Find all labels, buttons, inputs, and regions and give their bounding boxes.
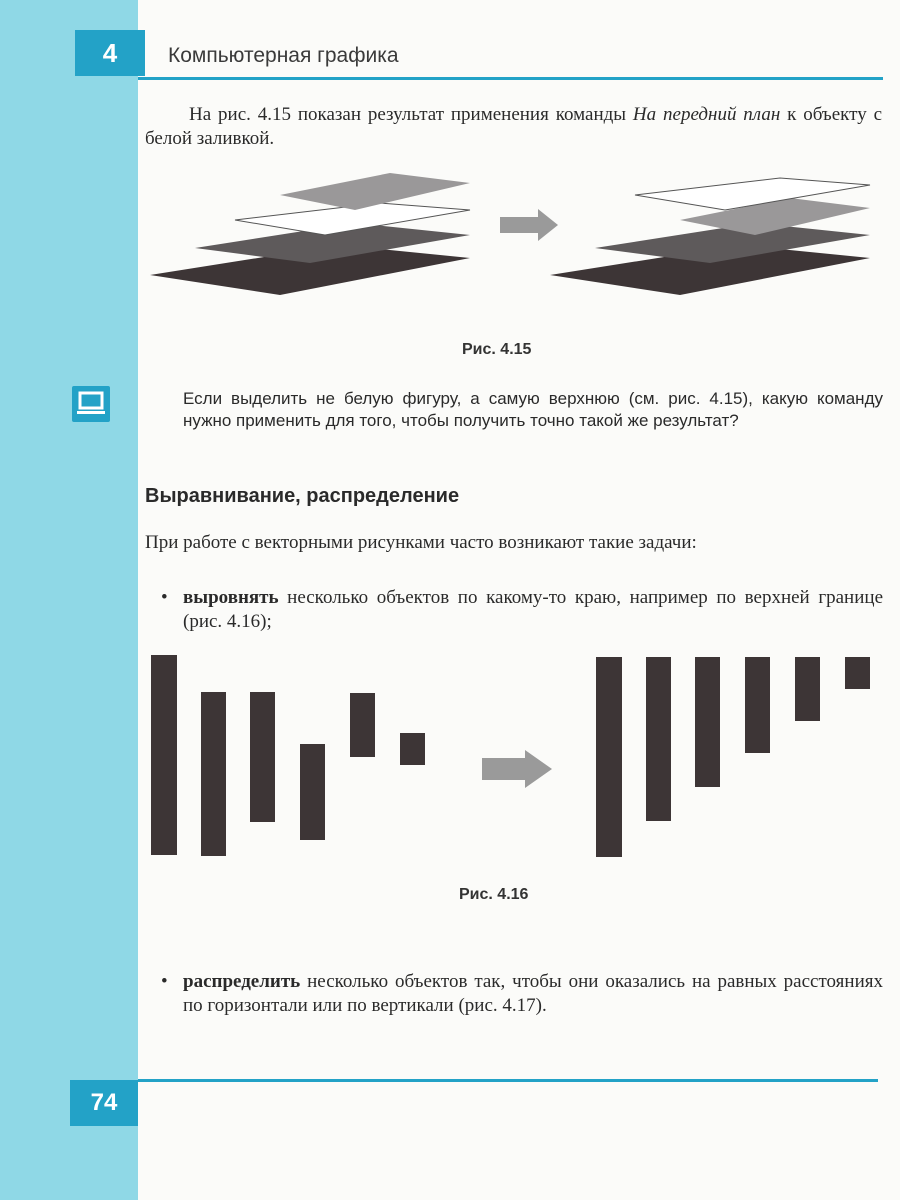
- intro-paragraph: [145, 103, 882, 151]
- intro-text-2: к объекту с белой заливкой.: [145, 104, 882, 149]
- bullet-dot: •: [161, 971, 168, 992]
- header-rule: [138, 77, 883, 80]
- fig416-before-bar-4: [300, 744, 325, 840]
- fig416-before-bar-2: [201, 692, 226, 856]
- fig416-after-bar-1: [596, 657, 622, 857]
- chapter-title: Компьютерная графика: [168, 44, 399, 67]
- figure-4-16: [140, 650, 880, 870]
- bullet-distribute-text: несколько объектов так, чтобы они оказались на равных расстояниях по горизонтали или по вертикали (рис. 4.17).: [183, 971, 883, 1016]
- fig415-arrow: [500, 209, 558, 241]
- fig416-before-bar-1: [151, 655, 177, 855]
- fig416-arrow: [482, 750, 552, 788]
- bullet-dot: •: [161, 587, 168, 608]
- fig416-before-bar-3: [250, 692, 275, 822]
- bullet-align: [161, 586, 883, 634]
- fig416-after-bar-2: [646, 657, 671, 821]
- intro-command: На передний план: [632, 104, 781, 125]
- fig416-before-bar-6: [400, 733, 425, 765]
- intro-text-1: На рис. 4.15 показан результат применения команды: [189, 104, 633, 125]
- side-band: [0, 0, 138, 1200]
- fig416-after-bar-3: [695, 657, 720, 787]
- bullet-align-term: выровнять: [183, 587, 279, 608]
- figure-4-16-caption: Рис. 4.16: [459, 886, 529, 903]
- chapter-number: 4: [75, 30, 145, 76]
- fig415-left-light-layer: [280, 173, 470, 210]
- fig416-after-bar-4: [745, 657, 770, 753]
- bullet-distribute: [161, 970, 883, 1018]
- fig416-after-bar-6: [845, 657, 870, 689]
- section-intro-text: При работе с векторными рисунками часто возникают такие задачи:: [145, 532, 697, 553]
- question-text: Если выделить не белую фигуру, а самую верхнюю (см. рис. 4.15), какую команду нужно применить для того, чтобы получить точно такой же результат?: [183, 389, 883, 430]
- footer-rule: [138, 1079, 878, 1082]
- fig416-after-bar-5: [795, 657, 820, 721]
- question-computer-icon: [72, 386, 110, 422]
- bullet-distribute-term: распределить: [183, 971, 301, 992]
- question-paragraph: [183, 388, 883, 432]
- bullet-align-text: несколько объектов по какому-то краю, например по верхней границе (рис. 4.16);: [183, 587, 883, 632]
- fig416-before-bar-5: [350, 693, 375, 757]
- figure-4-15: [140, 165, 880, 325]
- section-intro: [145, 531, 882, 555]
- page-number: 74: [70, 1080, 138, 1126]
- section-title: Выравнивание, распределение: [145, 485, 460, 507]
- figure-4-15-caption: Рис. 4.15: [462, 341, 532, 358]
